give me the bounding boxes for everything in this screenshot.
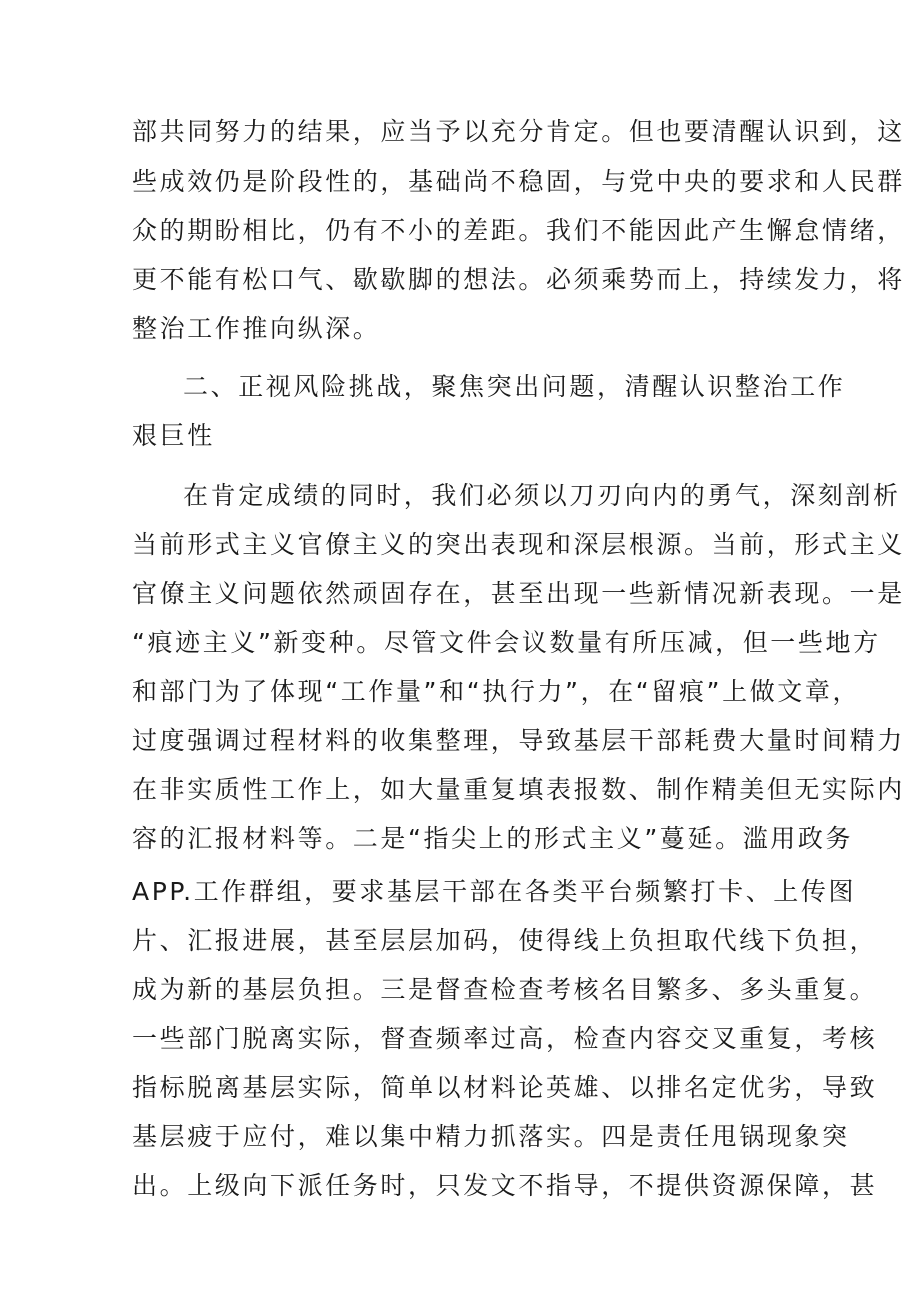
heading-line: 二、正视风险挑战，聚焦突出问题，清醒认识整治工作: [183, 372, 846, 401]
paragraph-line: “痕迹主义”新变种。尽管文件会议数量有所压减，但一些地方: [132, 628, 881, 657]
heading-line: 艰巨性: [132, 421, 215, 450]
paragraph-line: 些成效仍是阶段性的，基础尚不稳固，与党中央的要求和人民群: [132, 167, 905, 196]
paragraph-line: 过度强调过程材料的收集整理，导致基层干部耗费大量时间精力: [132, 726, 905, 755]
paragraph-line: 一些部门脱离实际，督查频率过高，检查内容交叉重复，考核: [132, 1024, 878, 1053]
paragraph-line: 和部门为了体现“工作量”和“执行力”，在“留痕”上做文章，: [132, 677, 861, 706]
paragraph-line: 部共同努力的结果，应当予以充分肯定。但也要清醒认识到，这: [132, 117, 905, 146]
paragraph-line: 众的期盼相比，仍有不小的差距。我们不能因此产生懈怠情绪，: [132, 216, 905, 245]
paragraph-line: 出。上级向下派任务时，只发文不指导，不提供资源保障，甚: [132, 1171, 878, 1200]
paragraph-line: 成为新的基层负担。三是督查检查考核名目繁多、多头重复。: [132, 975, 878, 1004]
paragraph-line: 指标脱离基层实际，简单以材料论英雄、以排名定优劣，导致: [132, 1073, 878, 1102]
paragraph-line: 基层疲于应付，难以集中精力抓落实。四是责任甩锅现象突: [132, 1122, 850, 1151]
paragraph-line: 在肯定成绩的同时，我们必须以刀刃向内的勇气，深刻剖析: [183, 481, 901, 510]
paragraph-line: 片、汇报进展，甚至层层加码，使得线上负担取代线下负担，: [132, 926, 878, 955]
paragraph-line: 官僚主义问题依然顽固存在，甚至出现一些新情况新表现。一是: [132, 579, 905, 608]
paragraph-line: 在非实质性工作上，如大量重复填表报数、制作精美但无实际内: [132, 775, 905, 804]
paragraph-line: 更不能有松口气、歇歇脚的想法。必须乘势而上，持续发力，将: [132, 265, 905, 294]
paragraph-line: 容的汇报材料等。二是“指尖上的形式主义”蔓延。滥用政务: [132, 824, 854, 853]
paragraph-line: APP.工作群组，要求基层干部在各类平台频繁打卡、上传图: [132, 877, 857, 906]
paragraph-line: 当前形式主义官僚主义的突出表现和深层根源。当前，形式主义: [132, 530, 905, 559]
paragraph-line: 整治工作推向纵深。: [132, 314, 381, 343]
